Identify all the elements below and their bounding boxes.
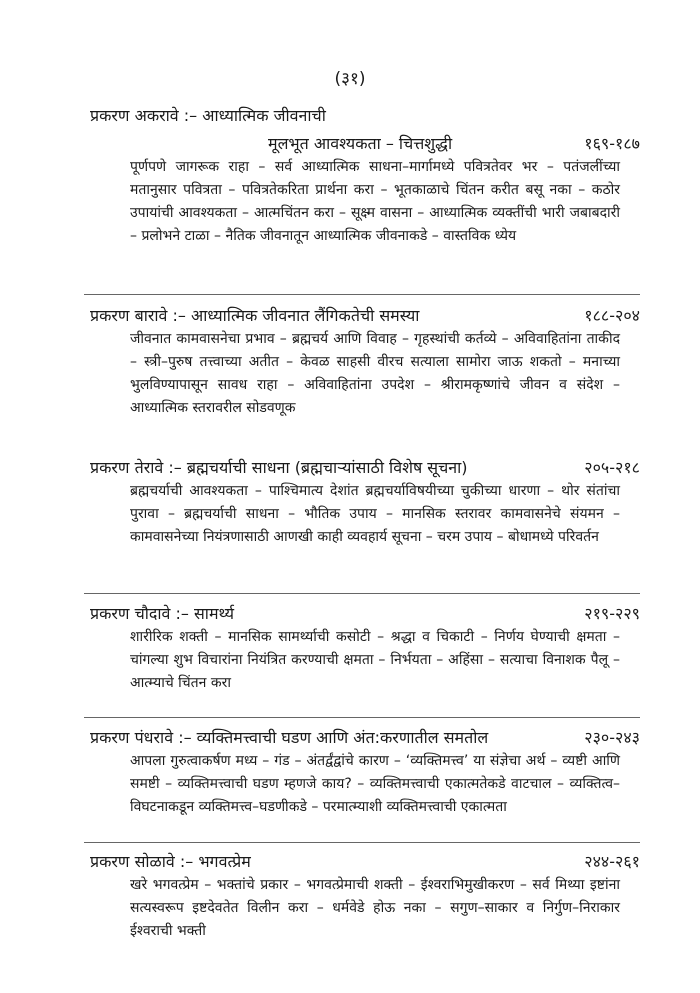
page-range: २१९-२२९	[584, 604, 640, 623]
chapter-topics: जीवनात कामवासनेचा प्रभाव – ब्रह्मचर्य आणि विवाह – गृहस्थांची कर्तव्ये – अविवाहितांना ताकीद – स्त्री–पुरुष तत्त्वाच्या अतीत – केवळ साहसी वीरच सत्याला सामोरा जाऊ शकतो – मनाच्या भुलविण्यापासून सावध राहा – अविवाहितांना उपदेश – श्रीरामकृष्णांचे जीवन व संदेश – आध्यात्मिक स्तरावरील सोडवणूक	[130, 331, 620, 416]
page-range: १६९-१८७	[584, 134, 640, 153]
chapter-heading: प्रकरण अकरावे :– आध्यात्मिक जीवनाची	[90, 106, 326, 125]
section-divider	[84, 717, 640, 718]
page-range: २४४-२६१	[584, 852, 640, 871]
chapter-topics: खरे भगवत्प्रेम – भक्तांचे प्रकार – भगवत्प्रेमाची शक्ती – ईश्वराभिमुखीकरण – सर्व मिथ्या इष्टांना सत्यस्वरूप इष्टदेवतेत विलीन करा – धर्मवेडे होऊ नका – सगुण–साकार व निर्गुण–निराकार ईश्वराची भक्ती	[130, 877, 620, 939]
chapter-heading: प्रकरण तेरावे :– ब्रह्मचर्याची साधना (ब्रह्मचाऱ्यांसाठी विशेष सूचना)	[90, 458, 468, 477]
section-divider	[84, 294, 640, 295]
chapter-heading: प्रकरण बारावे :– आध्यात्मिक जीवनात लैंगिकतेची समस्या	[90, 306, 420, 325]
page-range: २०५-२१८	[584, 458, 640, 477]
chapter-topics: ब्रह्मचर्याची आवश्यकता – पाश्चिमात्य देशांत ब्रह्मचर्याविषयीच्या चुकीच्या धारणा – थोर संतांचा पुरावा – ब्रह्मचर्याची साधना – भौतिक उपाय – मानसिक स्तरावर कामवासनेचे संयमन – कामवासनेच्या नियंत्रणासाठी आणखी काही व्यवहार्य सूचना – चरम उपाय – बोधामध्ये परिवर्तन	[130, 483, 620, 545]
chapter-heading-line2: मूलभूत आवश्यकता – चित्तशुद्धी	[268, 134, 453, 153]
chapter-heading: प्रकरण चौदावे :– सामर्थ्य	[90, 604, 234, 623]
page-range: २३०-२४३	[584, 728, 640, 747]
section-divider	[84, 593, 640, 594]
chapter-topics: पूर्णपणे जागरूक राहा – सर्व आध्यात्मिक साधना–मार्गामध्ये पवित्रतेवर भर – पतंजलींच्या मतानुसार पवित्रता – पवित्रतेकरिता प्रार्थना करा – भूतकाळाचे चिंतन करीत बसू नका – कठोर उपायांची आवश्यकता – आत्मचिंतन करा – सूक्ष्म वासना – आध्यात्मिक व्यक्तींची भारी जबाबदारी – प्रलोभने टाळा – नैतिक जीवनातून आध्यात्मिक जीवनाकडे – वास्तविक ध्येय	[130, 159, 620, 244]
chapter-topics: शारीरिक शक्ती – मानसिक सामर्थ्याची कसोटी – श्रद्धा व चिकाटी – निर्णय घेण्याची क्षमता – चांगल्या शुभ विचारांना नियंत्रित करण्याची क्षमता – निर्भयता – अहिंसा – सत्याचा विनाशक पैलू – आत्म्याचे चिंतन करा	[130, 629, 620, 691]
chapter-heading: प्रकरण सोळावे :– भगवत्प्रेम	[90, 852, 251, 871]
page-range: १८८-२०४	[584, 306, 640, 325]
chapter-heading: प्रकरण पंधरावे :– व्यक्तिमत्त्वाची घडण आणि अंत:करणातील समतोल	[90, 728, 489, 747]
chapter-topics: आपला गुरुत्वाकर्षण मध्य – गंड – अंतर्द्वंद्वांचे कारण – ‘व्यक्तिमत्त्व’ या संज्ञेचा अर्थ – व्यष्टी आणि समष्टी – व्यक्तिमत्त्वाची घडण म्हणजे काय? – व्यक्तिमत्त्वाची एकात्मतेकडे वाटचाल – व्यक्तित्व–विघटनाकडून व्यक्तिमत्त्व–घडणीकडे – परमात्म्याशी व्यक्तिमत्त्वाची एकात्मता	[130, 753, 620, 815]
section-divider	[84, 842, 640, 843]
page-number: (३१)	[334, 69, 366, 89]
